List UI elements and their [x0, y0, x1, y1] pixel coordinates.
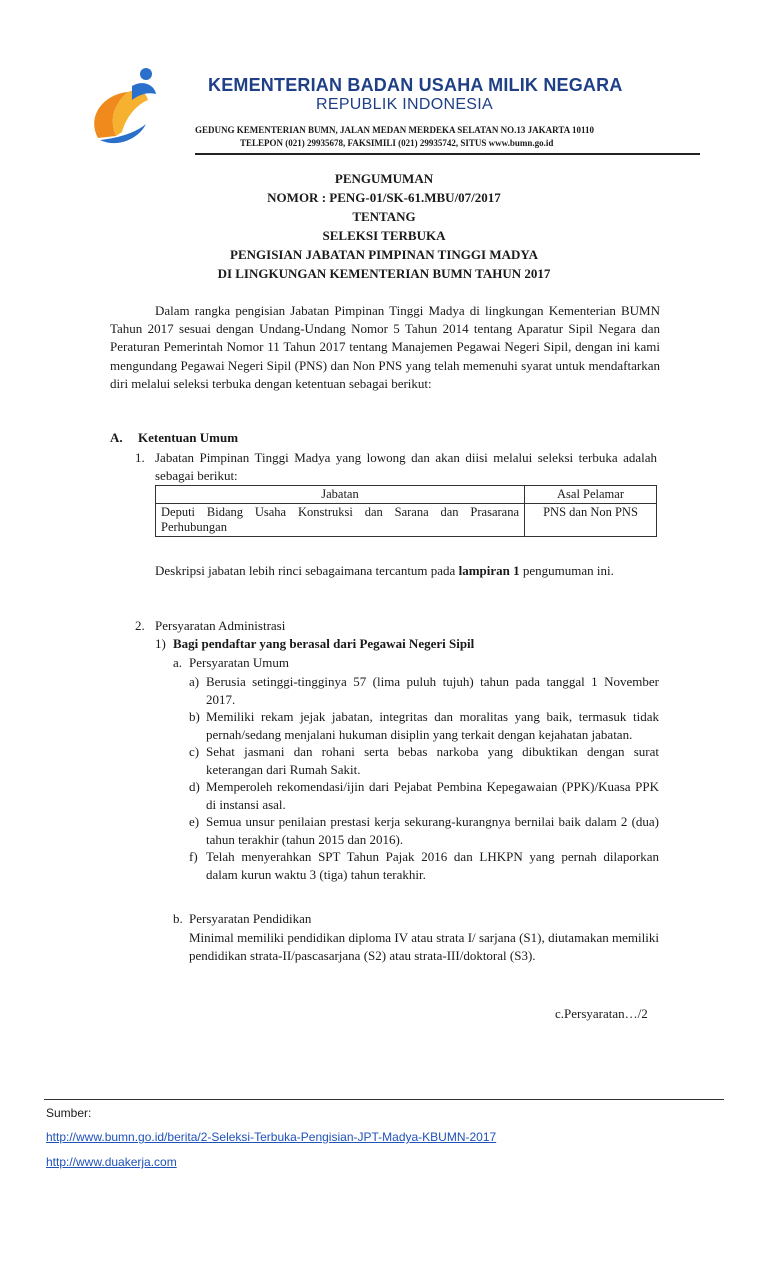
table-header-jabatan: Jabatan	[156, 486, 525, 504]
requirement-list	[189, 673, 659, 883]
list-item	[189, 813, 659, 848]
bumn-logo	[86, 66, 162, 148]
education-requirement: Minimal memiliki pendidikan diploma IV atau strata I/ sarjana (S1), diutamakan memiliki pendidikan strata-II/pascasarjana (S2) atau strata-III/doktoral (S3).	[189, 930, 659, 963]
description-attachment: lampiran 1	[458, 563, 520, 578]
list-item-label: b)	[189, 709, 200, 724]
table-cell-jabatan: Deputi Bidang Usaha Konstruksi dan Sarana dan Prasarana Perhubungan	[156, 504, 525, 537]
list-item-label: c)	[189, 744, 200, 759]
list-item-label: f)	[189, 849, 198, 864]
item-1-text: Jabatan Pimpinan Tinggi Madya yang lowong dan akan diisi melalui seleksi terbuka adalah sebagai berikut:	[155, 450, 657, 483]
list-item	[189, 778, 659, 813]
item-1-number: 1.	[135, 450, 145, 465]
doc-subject-1: SELEKSI TERBUKA	[322, 228, 446, 243]
doc-subject-3: DI LINGKUNGAN KEMENTERIAN BUMN TAHUN 2017	[217, 266, 551, 281]
table-row	[156, 504, 657, 537]
header-rule	[195, 153, 700, 155]
list-item	[189, 673, 659, 708]
table-cell-asal: PNS dan Non PNS	[525, 504, 657, 537]
section-a-label: A.	[110, 430, 123, 445]
description-text-2: pengumuman ini.	[519, 563, 614, 578]
sub-1-text: Bagi pendaftar yang berasal dari Pegawai Negeri Sipil	[173, 636, 475, 651]
sub-b-title: Persyaratan Pendidikan	[189, 911, 312, 926]
description-note	[155, 562, 657, 580]
list-item-text: Sehat jasmani dan rohani serta bebas narkoba yang dibuktikan dengan surat keterangan dari Rumah Sakit.	[206, 744, 659, 777]
sub-a-title: Persyaratan Umum	[189, 655, 290, 670]
doc-number: NOMOR : PENG-01/SK-61.MBU/07/2017	[267, 190, 501, 205]
section-a-title: Ketentuan Umum	[138, 430, 239, 445]
list-item-text: Memiliki rekam jejak jabatan, integritas dan moralitas yang baik, termasuk tidak pernah/sedang menjalani hukuman disiplin yang terkait dengan kejahatan jabatan.	[206, 709, 659, 742]
description-text-1: Deskripsi jabatan lebih rinci sebagaimana tercantum pada	[155, 563, 459, 578]
item-2-text: Persyaratan Administrasi	[155, 618, 286, 633]
list-item	[189, 708, 659, 743]
doc-subject-2: PENGISIAN JABATAN PIMPINAN TINGGI MADYA	[230, 247, 538, 262]
table-header-asal: Asal Pelamar	[525, 486, 657, 504]
source-link-bumn[interactable]: http://www.bumn.go.id/berita/2-Seleksi-Terbuka-Pengisian-JPT-Madya-KBUMN-2017	[46, 1130, 497, 1144]
table-header-row	[156, 486, 657, 504]
source-link-duakerja[interactable]: http://www.duakerja.com	[46, 1155, 177, 1169]
sub-a-label: a.	[173, 655, 183, 670]
ministry-address: GEDUNG KEMENTERIAN BUMN, JALAN MEDAN MERDEKA SELATAN NO.13 JAKARTA 10110	[195, 125, 594, 135]
list-item-text: Telah menyerahkan SPT Tahun Pajak 2016 dan LHKPN yang pernah dilaporkan dalam kurun waktu 3 (tiga) tahun terakhir.	[206, 849, 659, 882]
list-item	[189, 743, 659, 778]
country-name: REPUBLIK INDONESIA	[316, 96, 494, 113]
footer-rule	[44, 1099, 724, 1100]
sub-1-number: 1)	[155, 636, 166, 651]
doc-type: PENGUMUMAN	[334, 171, 434, 186]
list-item	[189, 848, 659, 883]
sub-b-label: b.	[173, 911, 183, 926]
source-label: Sumber:	[46, 1106, 92, 1120]
item-2-number: 2.	[135, 618, 145, 633]
position-table	[155, 485, 657, 537]
list-item-label: d)	[189, 779, 200, 794]
intro-paragraph: Dalam rangka pengisian Jabatan Pimpinan Tinggi Madya di lingkungan Kementerian BUMN Tahun 2017 sesuai dengan Undang-Undang Nomor 5 Tahun 2014 tentang Aparatur Sipil Negara dan Peraturan Pemerintah Nomor 11 Tahun 2017 tentang Manajemen Pegawai Negeri Sipil, dengan ini kami mengundang Pegawai Negeri Sipil (PNS) dan Non PNS yang telah memenuhi syarat untuk mendaftarkan diri melalui seleksi terbuka dengan ketentuan sebagai berikut:	[110, 303, 660, 391]
doc-about: TENTANG	[352, 209, 416, 224]
ministry-contact: TELEPON (021) 29935678, FAKSIMILI (021) 29935742, SITUS www.bumn.go.id	[240, 138, 554, 148]
ministry-name: KEMENTERIAN BADAN USAHA MILIK NEGARA	[208, 75, 623, 95]
section-a-heading	[110, 430, 238, 446]
list-item-text: Semua unsur penilaian prestasi kerja sekurang-kurangnya bernilai baik dalam 2 (dua) tahun terakhir (tahun 2015 dan 2016).	[206, 814, 659, 847]
list-item-text: Memperoleh rekomendasi/ijin dari Pejabat Pembina Kepegawaian (PPK)/Kuasa PPK di instansi asal.	[206, 779, 659, 812]
continuation-note: c.Persyaratan…/2	[555, 1006, 648, 1021]
list-item-label: e)	[189, 814, 200, 829]
list-item-label: a)	[189, 674, 200, 689]
list-item-text: Berusia setinggi-tingginya 57 (lima puluh tujuh) tahun pada tanggal 1 November 2017.	[206, 674, 659, 707]
